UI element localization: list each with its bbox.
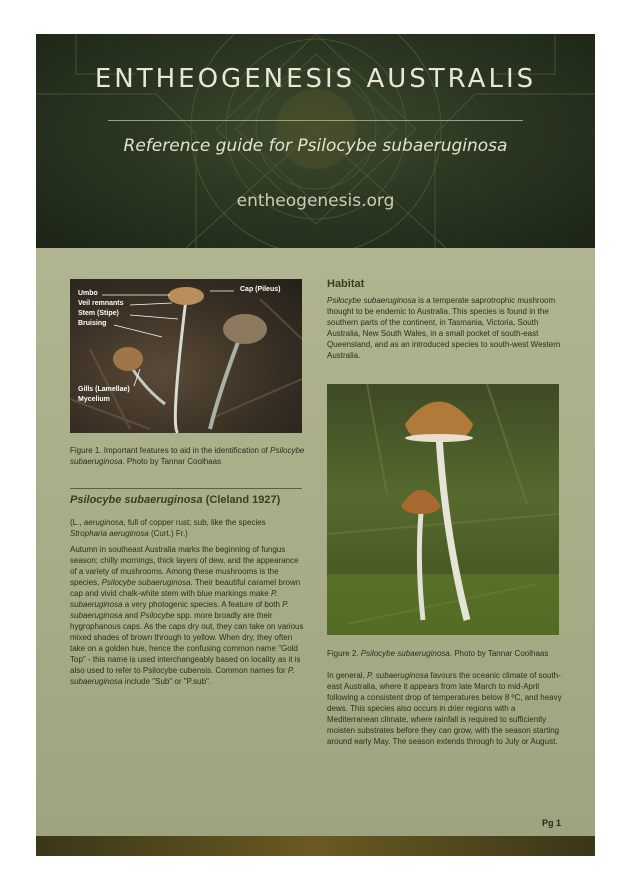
etym-e: (Curt.) Fr.)	[148, 529, 188, 538]
footer-band	[36, 836, 595, 856]
figure-2-caption-species: Psilocybe subaeruginosa	[360, 649, 450, 658]
body-3: . Their beautiful caramel brown cap and vivid chalk-white stem with blue markings make	[70, 578, 301, 598]
label-gills: Gills (Lamellae)	[78, 386, 130, 393]
body-7: and	[122, 611, 141, 620]
body-6: P. subaeruginosa	[70, 600, 289, 620]
body-5: a very photogenic species. A feature of both	[122, 600, 283, 609]
etym-c: , full of copper rust; sub, like the species	[123, 518, 266, 527]
website-url[interactable]: entheogenesis.org	[236, 191, 395, 211]
general-text	[327, 670, 563, 747]
body-4: P. subaeruginosa	[70, 589, 278, 609]
figure-1-caption	[70, 445, 310, 467]
figure-1-photo	[70, 279, 302, 433]
habitat-heading: Habitat	[327, 278, 365, 290]
page-title: ENTHEOGENESIS AUSTRALIS	[94, 64, 537, 94]
label-cap: Cap (Pileus)	[240, 286, 281, 293]
page	[36, 34, 595, 856]
header-divider	[108, 120, 523, 121]
label-veil-remnants: Veil remnants	[78, 300, 124, 307]
species-body	[70, 544, 306, 687]
figure-2-caption	[327, 648, 567, 659]
figure-1-caption-text: Figure 1. Important features to aid in the identification of	[70, 446, 268, 455]
body-2: Psilocybe subaeruginosa	[101, 578, 191, 587]
body-11: include "Sub" or "P.sub".	[122, 677, 212, 686]
figure-1-caption-species: Psilocybe subaeruginosa	[70, 446, 305, 466]
body-8: Psilocybe	[140, 611, 175, 620]
figure-2-caption-credit: . Photo by Tannar Coolhaas	[449, 649, 549, 658]
page-number: Pg 1	[542, 818, 562, 828]
etym-a: (L.,	[70, 518, 84, 527]
etym-d: Stropharia aeruginosa	[70, 529, 149, 538]
section-divider	[70, 488, 302, 489]
body-10: P. subaeruginosa	[70, 666, 295, 686]
general-text-species: P. subaeruginosa	[367, 671, 429, 680]
habitat-text	[327, 295, 563, 361]
general-text-body: favours the oceanic climate of south-east Australia, where it appears from late March to mid-April following a consistent drop of temperatures below 8 ºC, and heavy dews. This species also occurs in drier regions with a Mediterranean climate, where rainfall is required to sufficiently moisten substrates before they can grow, with the season starting around early May. The season extends through to July or August.	[327, 671, 562, 746]
figure-2-photo	[327, 384, 559, 635]
header-banner	[36, 34, 595, 248]
species-heading	[70, 494, 310, 506]
body-1: Autumn in southeast Australia marks the beginning of fungus season; chilly mornings, thick layers of dew, and the appearance of a variety of mushrooms. Among these mushrooms is the species,	[70, 545, 299, 587]
species-heading-authority: (Cleland 1927)	[202, 494, 281, 506]
figure-1-caption-credit: . Photo by Tannar Coolhaas	[122, 457, 222, 466]
page-subtitle: Reference guide for Psilocybe subaeruginosa	[123, 136, 508, 156]
species-heading-name: Psilocybe subaeruginosa	[70, 494, 203, 506]
figure-2-caption-text: Figure 2.	[327, 649, 361, 658]
etym-b: aeruginosa	[83, 518, 124, 527]
label-stem: Stem (Stipe)	[78, 310, 119, 317]
body-9: spp. more broadly are their hygrophanous caps. As the caps dry out, they can take on various mixed shades of brown through to yellow. When dry, they often take on a golden hue, hence the confusing common name "Gold Top" - this name is used interchangeably based on locality as it is also used to refer to Psilocybe cubensis. Common names for	[70, 611, 304, 675]
etymology	[70, 517, 306, 539]
habitat-text-species: Psilocybe subaeruginosa	[327, 296, 416, 305]
label-mycelium: Mycelium	[78, 396, 110, 403]
label-bruising: Bruising	[78, 320, 107, 327]
figure-2-illustration	[327, 384, 559, 635]
label-umbo: Umbo	[78, 290, 98, 297]
habitat-text-body: is a temperate saprotrophic mushroom thought to be endemic to Australia. This species is found in the southern parts of the continent, in Tasmania, Victoria, South Australia, New South Wales, in a small pocket of south-east Queensland, and as an introduced species to south-west Western Australia.	[327, 296, 561, 360]
general-text-a: In general,	[327, 671, 368, 680]
